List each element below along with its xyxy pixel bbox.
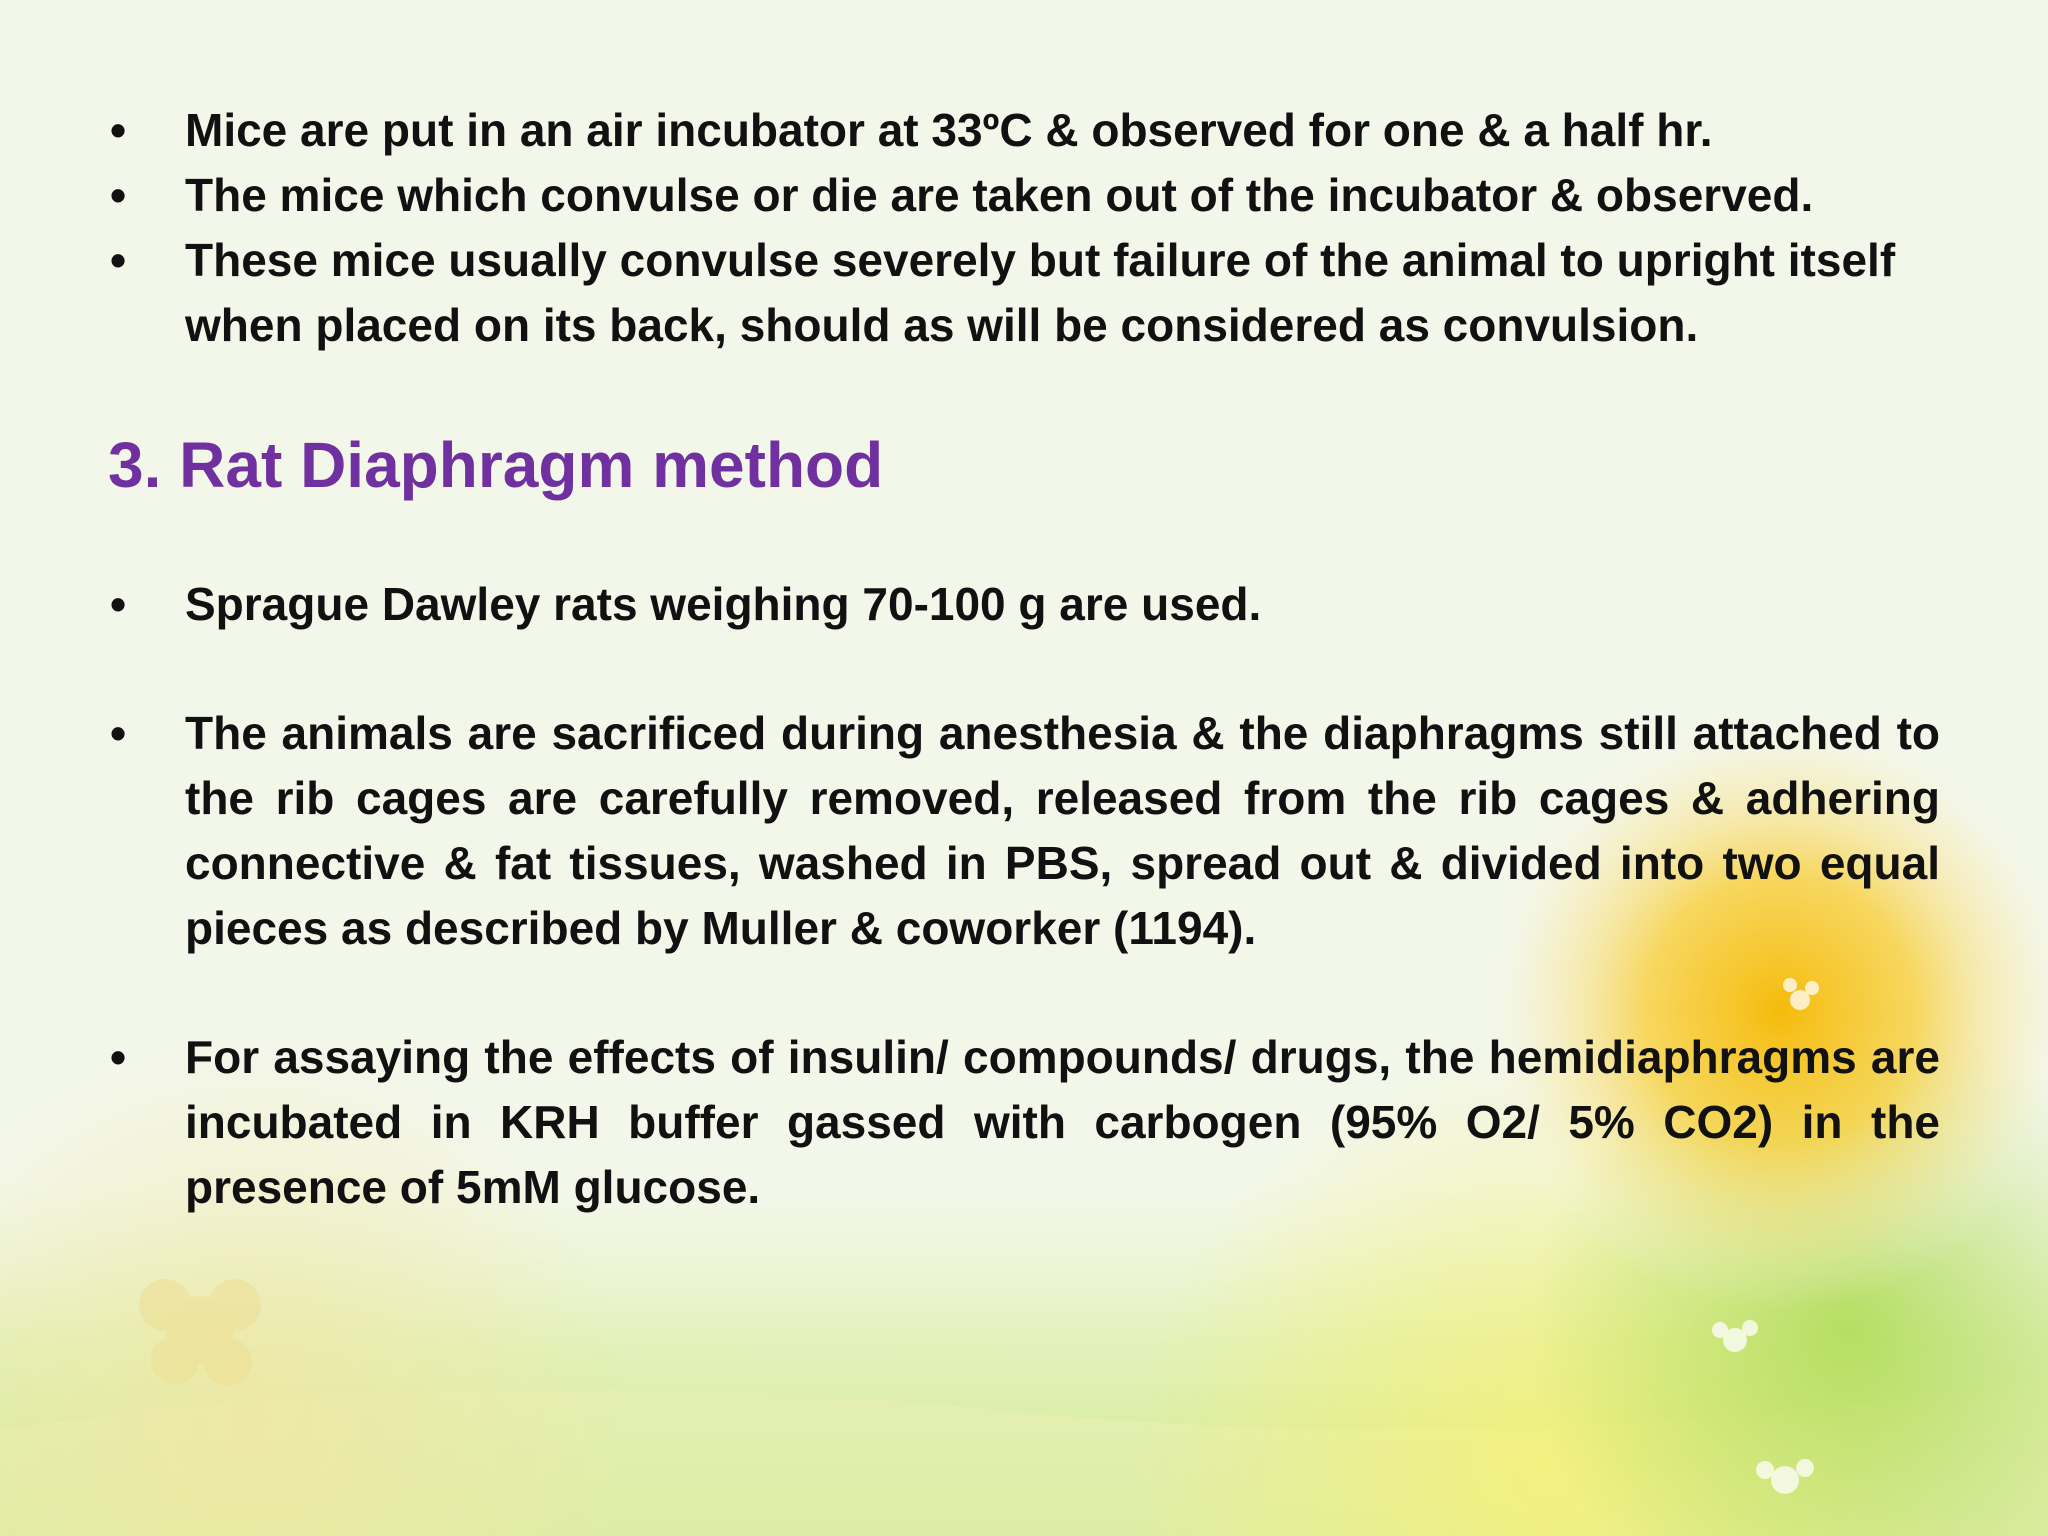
bullet-symbol: •	[110, 234, 127, 286]
method-bullet-list	[110, 701, 1940, 961]
bullet-text: The animals are sacrificed during anesthesia & the diaphragms still attached to the rib cages are carefully removed, released from the rib cages & adhering connective & fat tissues, washed in PBS, spread out & divided into two equal pieces as described by Muller & coworker (1194).	[185, 707, 1940, 954]
list-item	[110, 163, 1940, 228]
list-item	[110, 572, 1940, 637]
top-bullet-list	[110, 98, 1940, 358]
list-item	[110, 1025, 1940, 1220]
method-bullet-list	[110, 572, 1940, 637]
bullet-text: Sprague Dawley rats weighing 70-100 g are used.	[185, 578, 1262, 630]
bullet-symbol: •	[110, 707, 127, 759]
bullet-text: The mice which convulse or die are taken out of the incubator & observed.	[185, 169, 1814, 221]
bullet-symbol: •	[110, 578, 127, 630]
section-heading: 3. Rat Diaphragm method	[108, 429, 884, 501]
bullet-text: These mice usually convulse severely but failure of the animal to upright itself when placed on its back, should as will be considered as convulsion.	[185, 234, 1896, 351]
bullet-text: Mice are put in an air incubator at 33ºC & observed for one & a half hr.	[185, 104, 1713, 156]
method-bullet-list	[110, 1025, 1940, 1220]
bullet-symbol: •	[110, 1031, 127, 1083]
list-item	[110, 228, 1940, 358]
bullet-symbol: •	[110, 104, 127, 156]
list-item	[110, 701, 1940, 961]
list-item	[110, 98, 1940, 163]
bullet-text: For assaying the effects of insulin/ compounds/ drugs, the hemidiaphragms are incubated in KRH buffer gassed with carbogen (95% O2/ 5% CO2) in the presence of 5mM glucose.	[185, 1031, 1940, 1213]
bullet-symbol: •	[110, 169, 127, 221]
